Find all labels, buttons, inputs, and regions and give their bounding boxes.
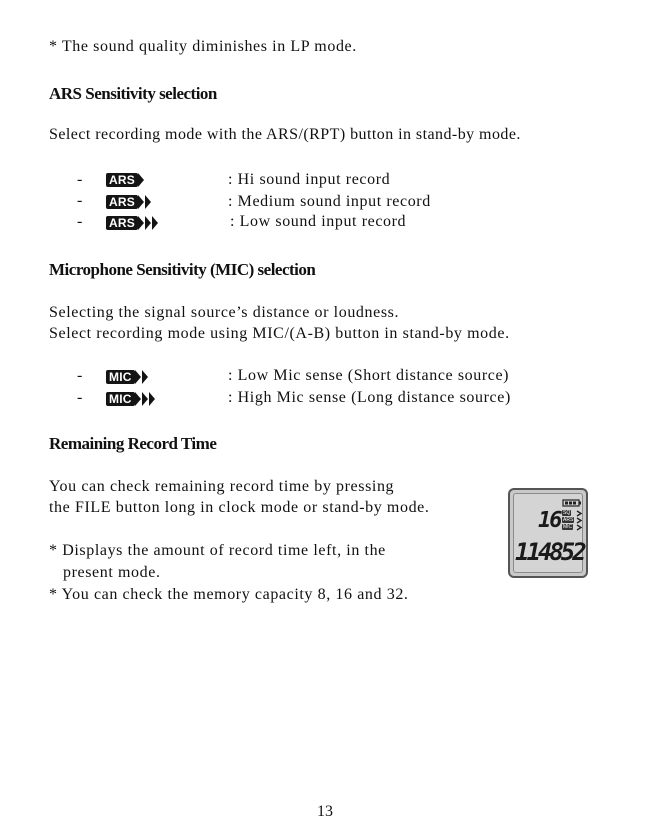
ars-item-desc: : Low sound input record — [230, 213, 407, 230]
page-number: 13 — [317, 803, 333, 820]
list-dash: - — [77, 389, 83, 406]
ars-instruction: Select recording mode with the ARS/(RPT) button in stand-by mode. — [49, 126, 521, 143]
ars-item-desc: : Medium sound input record — [228, 193, 431, 210]
chevron-icon — [138, 173, 144, 187]
chevron-icon — [142, 370, 148, 384]
mic-icon-2 — [106, 392, 155, 406]
lcd-display-image — [508, 488, 588, 578]
ars-badge-label: ARS — [106, 195, 138, 209]
ars-icon-2 — [106, 195, 151, 209]
mic-line-1: Selecting the signal source’s distance or loudness. — [49, 304, 400, 321]
ars-badge-label: ARS — [106, 216, 138, 230]
mic-badge-label: MIC — [106, 392, 135, 406]
chevron-icon — [135, 392, 141, 406]
remaining-note-2: * You can check the memory capacity 8, 16 and 32. — [49, 586, 409, 603]
lcd-screen — [513, 493, 583, 573]
mic-icon-1 — [106, 370, 148, 384]
ars-badge-label: ARS — [106, 173, 138, 187]
chevron-icon — [138, 195, 144, 209]
mic-badge-label: MIC — [106, 370, 135, 384]
lcd-label: ARS — [563, 517, 574, 523]
remaining-line-2: the FILE button long in clock mode or stand-by mode. — [49, 499, 430, 516]
list-dash: - — [77, 213, 83, 230]
list-dash: - — [77, 367, 83, 384]
chevron-icon — [145, 216, 151, 230]
mic-item-desc: : Low Mic sense (Short distance source) — [228, 367, 510, 384]
chevron-icon — [142, 392, 148, 406]
chevron-icon — [145, 195, 151, 209]
mic-line-2: Select recording mode using MIC/(A-B) button in stand-by mode. — [49, 325, 510, 342]
chevron-icon — [149, 392, 155, 406]
lp-mode-note: * The sound quality diminishes in LP mode. — [49, 38, 357, 55]
lcd-capacity: 16 — [538, 508, 561, 533]
chevron-stack-icon — [576, 510, 584, 531]
battery-icon — [562, 499, 582, 507]
remaining-heading: Remaining Record Time — [49, 434, 217, 453]
mic-item-desc: : High Mic sense (Long distance source) — [228, 389, 511, 406]
ars-icon-3 — [106, 216, 158, 230]
chevron-icon — [138, 216, 144, 230]
ars-item-desc: : Hi sound input record — [228, 171, 391, 188]
remaining-note-1a: * Displays the amount of record time left, in the — [49, 542, 386, 559]
mic-heading: Microphone Sensitivity (MIC) selection — [49, 260, 316, 279]
chevron-icon — [135, 370, 141, 384]
remaining-note-1b: present mode. — [63, 564, 161, 581]
ars-icon-1 — [106, 173, 144, 187]
ars-heading: ARS Sensitivity selection — [49, 84, 217, 103]
remaining-line-1: You can check remaining record time by pressing — [49, 478, 395, 495]
list-dash: - — [77, 171, 83, 188]
list-dash: - — [77, 192, 83, 209]
lcd-time: 114852 — [515, 538, 584, 566]
lcd-label: SQ — [563, 510, 571, 516]
chevron-icon — [152, 216, 158, 230]
lcd-label: MIC — [563, 524, 573, 530]
